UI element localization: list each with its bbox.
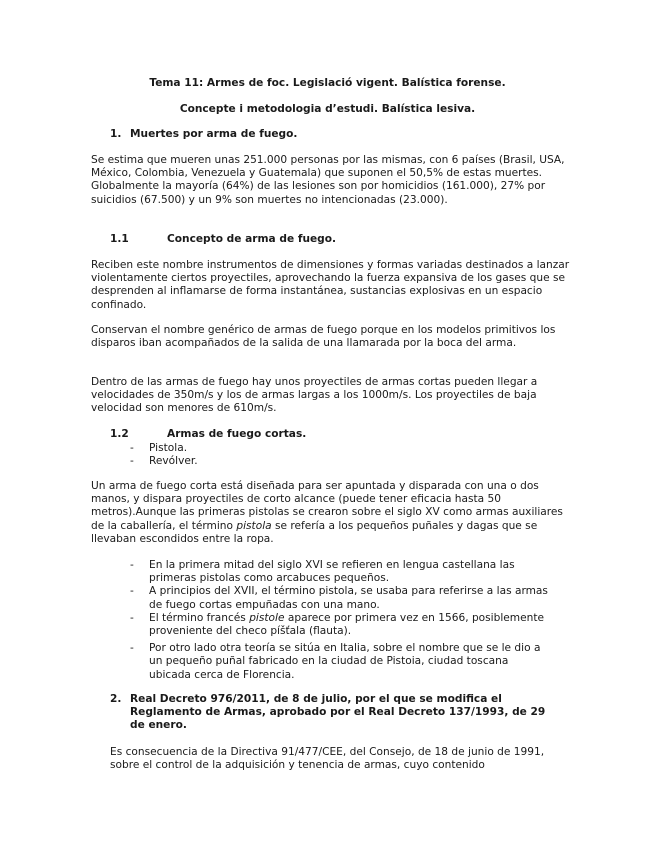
section-2-paragraph: Es consecuencia de la Directiva 91/477/CEE, del Consejo, de 18 de junio de 1991, sobre el control de la adquisición y tenencia de armas, cuyo contenido [110, 746, 545, 772]
paragraph-text-b: se refería a los pequeños puñales y dagas que se llevaban escondidos entre la ropa. [91, 519, 538, 545]
section-1-2-number: 1.2 [110, 428, 129, 440]
section-1-1-paragraph-3: Dentro de las armas de fuego hay unos proyectiles de armas cortas pueden llegar a velocidades de 350m/s y los de armas largas a los 1000m/s. Los proyectiles de baja velocidad son menores de 610m/s. [91, 376, 538, 415]
section-1-1-paragraph-2: Conservan el nombre genérico de armas de fuego porque en los modelos primitivos los disparos iban acompañados de la salida de una llamarada por la boca del arma. [91, 324, 556, 350]
section-1-2-type-list [130, 442, 198, 468]
section-1-paragraph: Se estima que mueren unas 251.000 personas por las mismas, con 6 países (Brasil, USA, México, Colombia, Venezuela y Guatemala) que suponen el 50,5% de estas muertes. Globalmente la mayoría (64%) de las lesiones son por homicidios (161.000), 27% por suicidios (67.500) y un 9% son muertes no intencionadas (23.000). [91, 154, 565, 206]
document-subtitle: Concepte i metodologia d’estudi. Balística lesiva. [179, 103, 476, 115]
section-2-number: 2. [110, 693, 122, 705]
section-1-2-paragraph [91, 480, 571, 546]
paragraph-text-a: Un arma de fuego corta está diseñada para ser apuntada y disparada con una o dos manos, y dispara proyectiles de corto alcance (puede tener eficacia hasta 50 metros).Aunque las primeras pistolas se crearon sobre el siglo XV como armas auxiliares de la caballería, el término [91, 480, 563, 532]
list-item-text-a: El término francés [149, 611, 250, 624]
document-title: Tema 11: Armes de foc. Legislació vigent. Balística forense. [149, 77, 506, 89]
list-item: - Revólver. [130, 455, 198, 468]
list-item: - A principios del XVII, el término pistola, se usaba para referirse a las armas de fuego cortas empuñadas con una mano. [130, 585, 550, 611]
list-item-emphasis: pistole [249, 611, 285, 624]
list-item [130, 612, 550, 638]
paragraph-emphasis: pistola [236, 519, 272, 532]
list-item-text-b: aparece por primera vez en 1566, posiblemente proveniente del checo píšťala (flauta). [149, 611, 545, 638]
section-1-heading [110, 128, 297, 141]
section-1-2-heading [110, 428, 306, 441]
list-item: - En la primera mitad del siglo XVI se refieren en lengua castellana las primeras pistolas como arcabuces pequeños. [130, 559, 550, 585]
section-2-title: Real Decreto 976/2011, de 8 de julio, por el que se modifica el Reglamento de Armas, aprobado por el Real Decreto 137/1993, de 29 de enero. [130, 693, 546, 732]
list-item: - Pistola. [130, 442, 198, 455]
section-1-1-title: Concepto de arma de fuego. [167, 233, 337, 245]
section-1-title: Muertes por arma de fuego. [130, 128, 298, 140]
section-1-1-heading [110, 233, 336, 246]
section-1-1-paragraph-1: Reciben este nombre instrumentos de dimensiones y formas variadas destinados a lanzar violentamente ciertos proyectiles, aprovechando la fuerza expansiva de los gases que se desprenden al inflamarse de forma instantánea, sustancias explosivas en un espacio confinado. [91, 259, 570, 311]
section-1-2-history-list [130, 559, 550, 682]
list-item: - Por otro lado otra teoría se sitúa en Italia, sobre el nombre que se le dio a un pequeño puñal fabricado en la ciudad de Pistoia, ciudad toscana ubicada cerca de Florencia. [130, 642, 550, 682]
section-2-heading [110, 693, 560, 733]
section-1-number: 1. [110, 128, 122, 140]
section-1-1-number: 1.1 [110, 233, 129, 245]
section-1-2-title: Armas de fuego cortas. [167, 428, 307, 440]
